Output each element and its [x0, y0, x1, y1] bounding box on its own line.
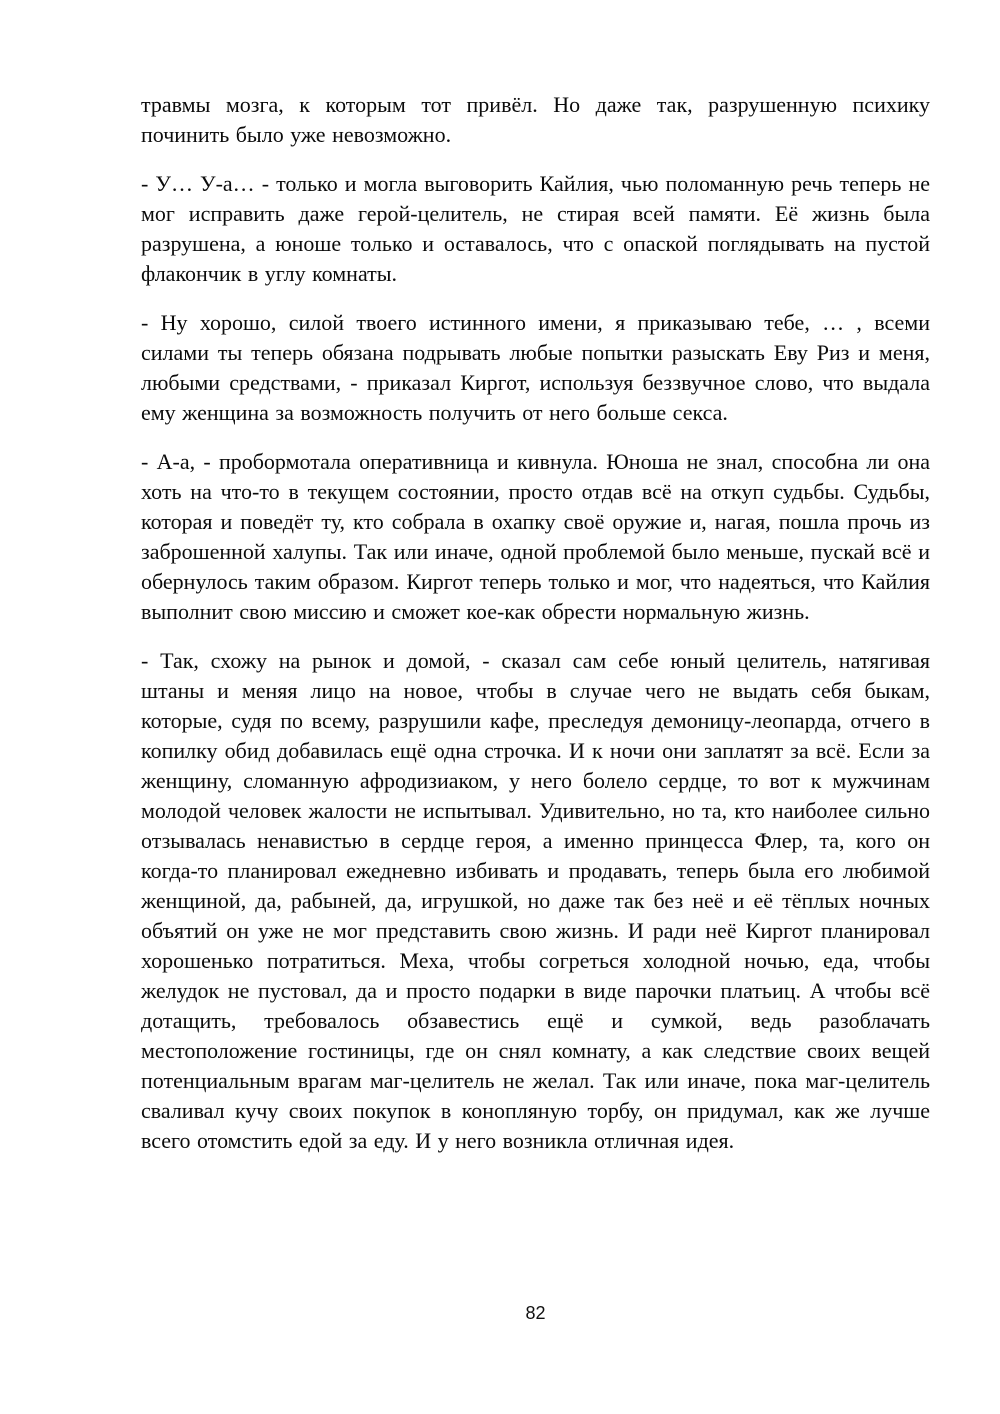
paragraph: - Ну хорошо, силой твоего истинного имени, я приказываю тебе, … , всеми силами ты теперь обязана подрывать любые попытки разыскать Еву Риз и меня, любыми средствами, - приказал Киргот, используя беззвучное слово, что выдала ему женщина за возможность получить от него больше секса.: [141, 310, 930, 425]
page-body: [141, 90, 930, 1175]
paragraph: - А-а, - пробормотала оперативница и кивнула. Юноша не знал, способна ли она хоть на что-то в текущем состоянии, просто отдав всё на откуп судьбы. Судьбы, которая и поведёт ту, кто собрала в охапку своё оружие и, нагая, пошла прочь из заброшенной халупы. Так или иначе, одной проблемой было меньше, пускай всё и обернулось таким образом. Киргот теперь только и мог, что надеяться, что Кайлия выполнит свою миссию и сможет кое-как обрести нормальную жизнь.: [141, 449, 930, 624]
paragraph: - Так, схожу на рынок и домой, - сказал сам себе юный целитель, натягивая штаны и меняя лицо на новое, чтобы в случае чего не выдать себя быкам, которые, судя по всему, разрушили кафе, преследуя демоницу-леопарда, отчего в копилку обид добавилась ещё одна строчка. И к ночи они заплатят за всё. Если за женщину, сломанную афродизиаком, у него болело сердце, то вот к мужчинам молодой человек жалости не испытывал. Удивительно, но та, кто наиболее сильно отзывалась ненавистью в сердце героя, а именно принцесса Флер, та, кого он когда-то планировал ежедневно избивать и продавать, теперь была его любимой женщиной, да, рабыней, да, игрушкой, но даже так без неё и её тёплых ночных объятий он уже не мог представить свою жизнь. И ради неё Киргот планировал хорошенько потратиться. Меха, чтобы согреться холодной ночью, еда, чтобы желудок не пустовал, да и просто подарки в виде парочки платьиц. А чтобы всё дотащить, требовалось обзавестись ещё и сумкой, ведь разоблачать местоположение гостиницы, где он снял комнату, а как следствие своих вещей потенциальным врагам маг-целитель не желал. Так или иначе, пока маг-целитель сваливал кучу своих покупок в конопляную торбу, он придумал, как же лучше всего отомстить едой за еду. И у него возникла отличная идея.: [141, 648, 930, 1153]
paragraph: травмы мозга, к которым тот привёл. Но даже так, разрушенную психику починить было уже невозможно.: [141, 92, 930, 147]
page-number: 82: [525, 1303, 546, 1323]
paragraph: - У… У-а… - только и могла выговорить Кайлия, чью поломанную речь теперь не мог исправить даже герой-целитель, не стирая всей памяти. Её жизнь была разрушена, а юноше только и оставалось, что с опаской поглядывать на пустой флакончик в углу комнаты.: [141, 171, 930, 286]
